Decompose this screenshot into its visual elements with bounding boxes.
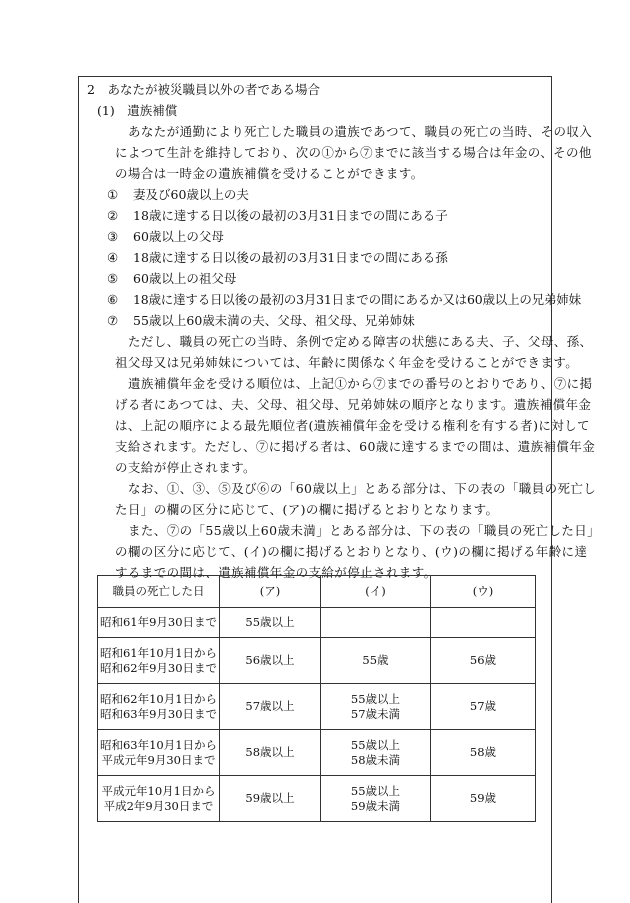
table-row	[98, 730, 536, 776]
table-cell: 55歳以上 59歳未満	[321, 776, 431, 822]
table-cell: 55歳	[321, 638, 431, 684]
frame-top-rule	[79, 76, 551, 77]
table-header-cell: 職員の死亡した日	[98, 576, 220, 608]
list-item-text: 55歳以上60歳未満の夫、父母、祖父母、兄弟姉妹	[133, 313, 415, 328]
table-header-cell: (ウ)	[431, 576, 536, 608]
paragraph-5-line-2: の欄の区分に応じて、(イ)の欄に掲げるとおりとなり、(ウ)の欄に掲げる年齢に達	[115, 544, 588, 559]
paragraph-5-line-1: また、⑦の「55歳以上60歳未満」とある部分は、下の表の「職員の死亡した日」	[128, 523, 601, 538]
list-item-mark: ①	[107, 187, 119, 202]
list-item-mark: ⑦	[107, 313, 119, 328]
paragraph-3-line-2: げる者にあつては、夫、父母、祖父母、兄弟姉妹の順序となります。遺族補償年金	[115, 397, 592, 412]
subsection-heading: (1) 遺族補償	[97, 103, 178, 118]
paragraph-4-line-2: た日」の欄の区分に応じて、(ア)の欄に掲げるとおりとなります。	[115, 502, 499, 517]
table-cell: 55歳以上	[220, 608, 321, 638]
table-cell: 56歳	[431, 638, 536, 684]
table-cell: 58歳以上	[220, 730, 321, 776]
list-item-text: 18歳に達する日以後の最初の3月31日までの間にあるか又は60歳以上の兄弟姉妹	[133, 292, 581, 307]
paragraph-1-line-3: の場合は一時金の遺族補償を受けることができます。	[115, 166, 424, 181]
document-frame	[78, 76, 601, 903]
paragraph-2-line-1: ただし、職員の死亡の当時、条例で定める障害の状態にある夫、子、父母、孫、	[128, 334, 593, 349]
table-cell: 昭和63年10月1日から 平成元年9月30日まで	[98, 730, 220, 776]
table-cell: 平成元年10月1日から 平成2年9月30日まで	[98, 776, 220, 822]
table-cell: 55歳以上 57歳未満	[321, 684, 431, 730]
list-item-text: 60歳以上の祖父母	[133, 271, 237, 286]
table-cell: 59歳以上	[220, 776, 321, 822]
list-item-mark: ⑥	[107, 292, 119, 307]
table-cell: 昭和62年10月1日から 昭和63年9月30日まで	[98, 684, 220, 730]
paragraph-3-line-5: の支給が停止されます。	[115, 460, 256, 475]
table-row	[98, 638, 536, 684]
list-item-mark: ④	[107, 250, 119, 265]
table-header-cell: (ア)	[220, 576, 321, 608]
list-item-text: 妻及び60歳以上の夫	[133, 187, 249, 202]
table-cell: 59歳	[431, 776, 536, 822]
table-row	[98, 776, 536, 822]
section-heading: 2 あなたが被災職員以外の者である場合	[87, 82, 320, 97]
list-item-text: 18歳に達する日以後の最初の3月31日までの間にある子	[133, 208, 448, 223]
table-cell: 57歳	[431, 684, 536, 730]
paragraph-1-line-2: によつて生計を維持しており、次の①から⑦までに該当する場合は年金の、その他	[115, 145, 592, 160]
table-cell: 56歳以上	[220, 638, 321, 684]
list-item-text: 60歳以上の父母	[133, 229, 224, 244]
table-header-cell: (イ)	[321, 576, 431, 608]
paragraph-3-line-3: は、上記の順序による最先順位者(遺族補償年金を受ける権利を有する者)に対して	[115, 418, 590, 433]
paragraph-2-line-2: 祖父母又は兄弟姉妹については、年齢に関係なく年金を受けることができます。	[115, 355, 579, 370]
table-cell: 57歳以上	[220, 684, 321, 730]
list-item-mark: ③	[107, 229, 119, 244]
table-cell: 昭和61年9月30日まで	[98, 608, 220, 638]
table-cell	[431, 608, 536, 638]
paragraph-3-line-4: 支給されます。ただし、⑦に掲げる者は、60歳に達するまでの間は、遺族補償年金	[115, 439, 596, 454]
age-table	[97, 575, 536, 822]
table-cell: 昭和61年10月1日から 昭和62年9月30日まで	[98, 638, 220, 684]
list-item-text: 18歳に達する日以後の最初の3月31日までの間にある孫	[133, 250, 448, 265]
paragraph-1-line-1: あなたが通勤により死亡した職員の遺族であつて、職員の死亡の当時、その収入	[128, 124, 593, 139]
paragraph-5-line-3: するまでの間は、遺族補償年金の支給が停止されます。	[115, 565, 437, 580]
table-row	[98, 608, 536, 638]
list-item-mark: ②	[107, 208, 119, 223]
paragraph-3-line-1: 遺族補償年金を受ける順位は、上記①から⑦までの番号のとおりであり、⑦に掲	[128, 376, 593, 391]
table-cell: 55歳以上 58歳未満	[321, 730, 431, 776]
table-cell: 58歳	[431, 730, 536, 776]
table-header-row	[98, 576, 536, 608]
list-item-mark: ⑤	[107, 271, 119, 286]
table-cell	[321, 608, 431, 638]
paragraph-4-line-1: なお、①、③、⑤及び⑥の「60歳以上」とある部分は、下の表の「職員の死亡し	[128, 481, 597, 496]
table-row	[98, 684, 536, 730]
